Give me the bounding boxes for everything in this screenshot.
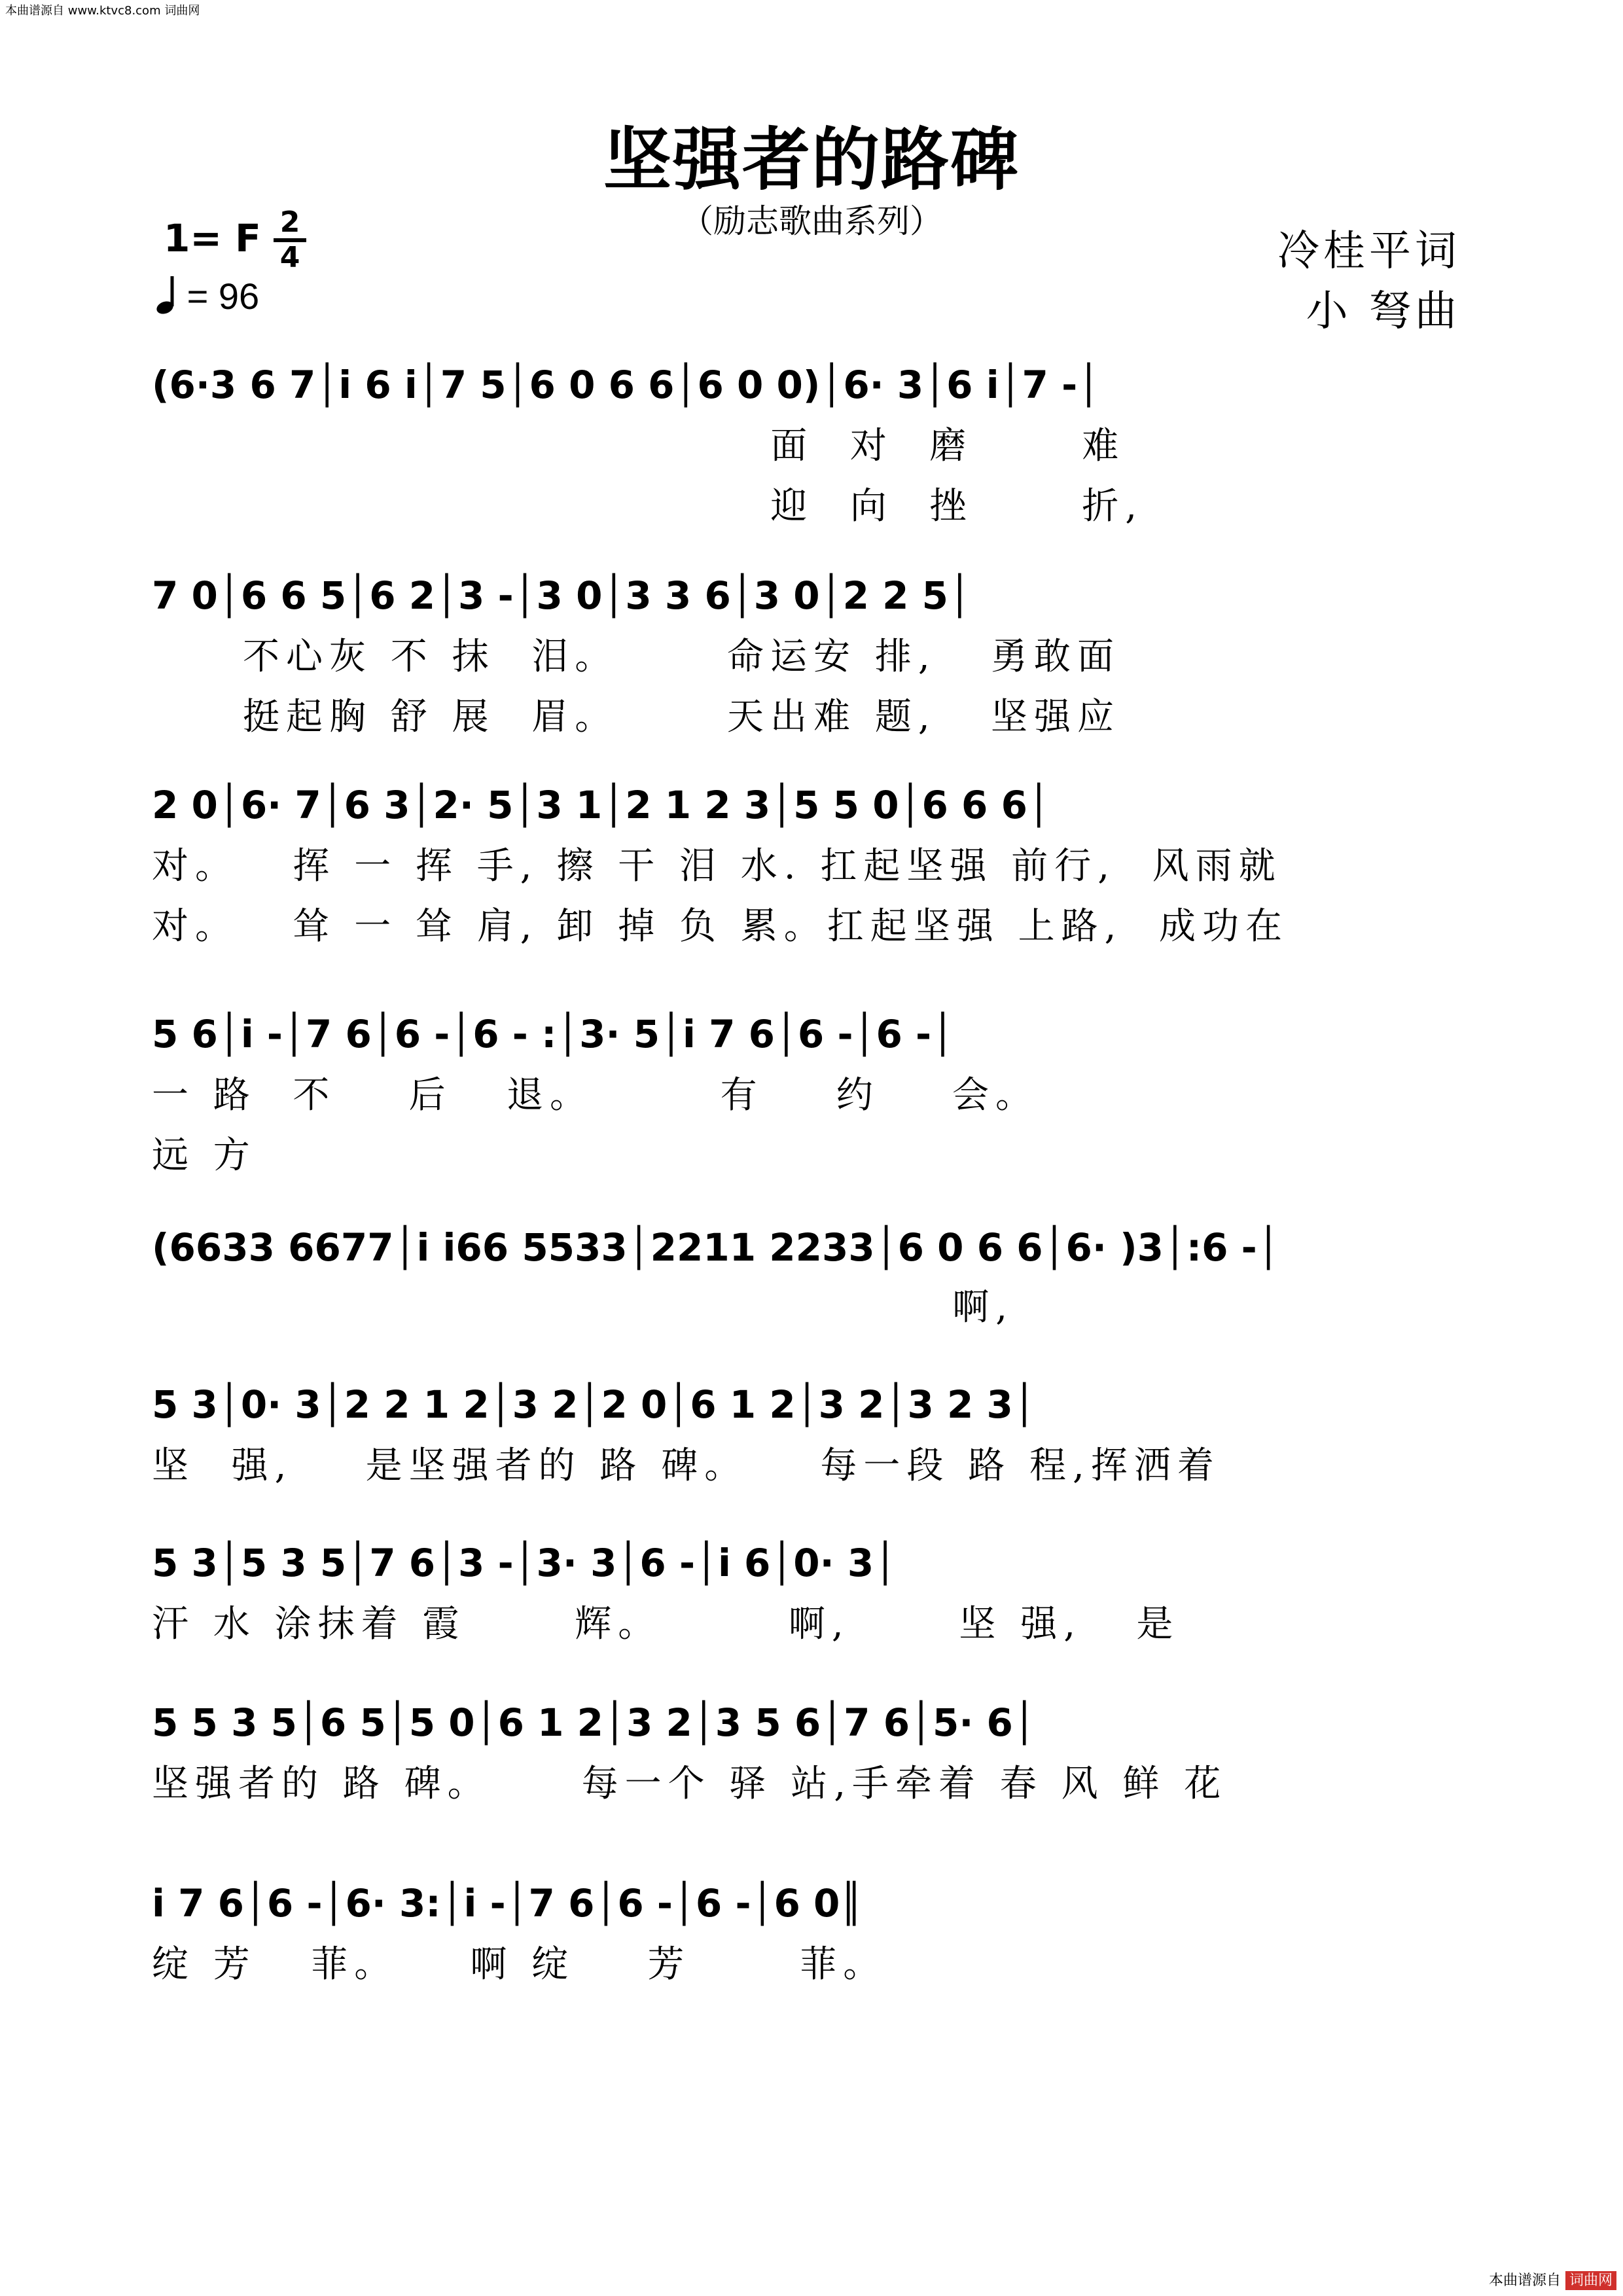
lyricist-credit: 冷桂平词 bbox=[1277, 227, 1461, 276]
lyric-verse-2: 挺起胸 舒 展 眉。 天出难 题, 坚强应 bbox=[152, 696, 1121, 738]
system-4 bbox=[152, 1008, 1474, 1178]
notation-line: (6·3 6 7│i 6 i│7 5│6 0 6 6│6 0 0)│6· 3│6 i│7 -│ bbox=[152, 363, 1101, 407]
song-subtitle: （励志歌曲系列） bbox=[681, 202, 942, 240]
lyric-verse-1: 对。 挥 一 挥 手, 擦 干 泪 水. 扛起坚强 前行, 风雨就 bbox=[152, 845, 1282, 888]
system-8 bbox=[152, 1696, 1474, 1814]
time-signature-top: 2 bbox=[279, 206, 300, 239]
lyric-verse-1: 啊, bbox=[152, 1286, 1014, 1329]
lyric-verse-1: 面 对 磨 难 bbox=[152, 425, 1126, 467]
notation-line: 2 0│6· 7│6 3│2· 5│3 1│2 1 2 3│5 5 0│6 6 6│ bbox=[152, 783, 1050, 827]
lyric-verse-1: 汗 水 涂抹着 霞 辉。 啊, 坚 强, 是 bbox=[152, 1603, 1180, 1645]
key-signature: 1= F bbox=[164, 216, 261, 260]
lyric-verse-1: 坚强者的 路 碑。 每一个 驿 站,手牵着 春 风 鲜 花 bbox=[152, 1763, 1228, 1805]
system-7 bbox=[152, 1537, 1474, 1655]
notation-line: 5 5 3 5│6 5│5 0│6 1 2│3 2│3 5 6│7 6│5· 6│ bbox=[152, 1700, 1036, 1745]
lyric-verse-2: 远 方 bbox=[152, 1134, 257, 1177]
system-2 bbox=[152, 569, 1474, 740]
tempo-marking bbox=[154, 275, 259, 317]
notation-line: 5 3│0· 3│2 2 1 2│3 2│2 0│6 1 2│3 2│3 2 3│ bbox=[152, 1382, 1036, 1427]
lyric-verse-1: 坚 强, 是坚强者的 路 碑。 每一段 路 程,挥洒着 bbox=[152, 1444, 1221, 1487]
system-5 bbox=[152, 1221, 1474, 1339]
notation-line: i 7 6│6 -│6· 3:│i -│7 6│6 -│6 -│6 0║ bbox=[152, 1881, 863, 1926]
footer-left-text: 本曲谱源自 bbox=[1488, 2272, 1561, 2289]
lyric-verse-2: 迎 向 挫 折, bbox=[152, 485, 1144, 528]
footer-brand: 词曲网 bbox=[1565, 2271, 1616, 2290]
time-signature-bottom: 4 bbox=[279, 241, 300, 274]
quarter-note-icon bbox=[154, 275, 177, 315]
notation-line: 5 3│5 3 5│7 6│3 -│3· 3│6 -│i 6│0· 3│ bbox=[152, 1541, 897, 1585]
composer-credit: 小 弩曲 bbox=[1306, 287, 1461, 336]
system-3 bbox=[152, 779, 1474, 949]
lyric-verse-1: 不心灰 不 抹 泪。 命运安 排, 勇敢面 bbox=[152, 636, 1121, 678]
lyric-verse-1: 一 路 不 后 退。 有 约 会。 bbox=[152, 1074, 1039, 1117]
song-title: 坚强者的路碑 bbox=[603, 120, 1020, 200]
system-6 bbox=[152, 1378, 1474, 1496]
notation-line: 7 0│6 6 5│6 2│3 -│3 0│3 3 6│3 0│2 2 5│ bbox=[152, 573, 971, 618]
system-1 bbox=[152, 359, 1474, 529]
notation-line: 5 6│i -│7 6│6 -│6 - :│3· 5│i 7 6│6 -│6 -│ bbox=[152, 1012, 955, 1056]
time-signature bbox=[274, 208, 306, 272]
lyric-verse-2: 对。 耸 一 耸 肩, 卸 掉 负 累。扛起坚强 上路, 成功在 bbox=[152, 905, 1289, 948]
lyric-verse-1: 绽 芳 菲。 啊 绽 芳 菲。 bbox=[152, 1943, 887, 1986]
system-9 bbox=[152, 1877, 1474, 1995]
watermark-top: 本曲谱源自 www.ktvc8.com 词曲网 bbox=[5, 4, 200, 18]
footer-watermark bbox=[1489, 2269, 1616, 2289]
tempo-value: = 96 bbox=[187, 276, 260, 317]
notation-line: (6633 6677│i i66 5533│2211 2233│6 0 6 6│6· )3│:6 -│ bbox=[152, 1225, 1280, 1270]
